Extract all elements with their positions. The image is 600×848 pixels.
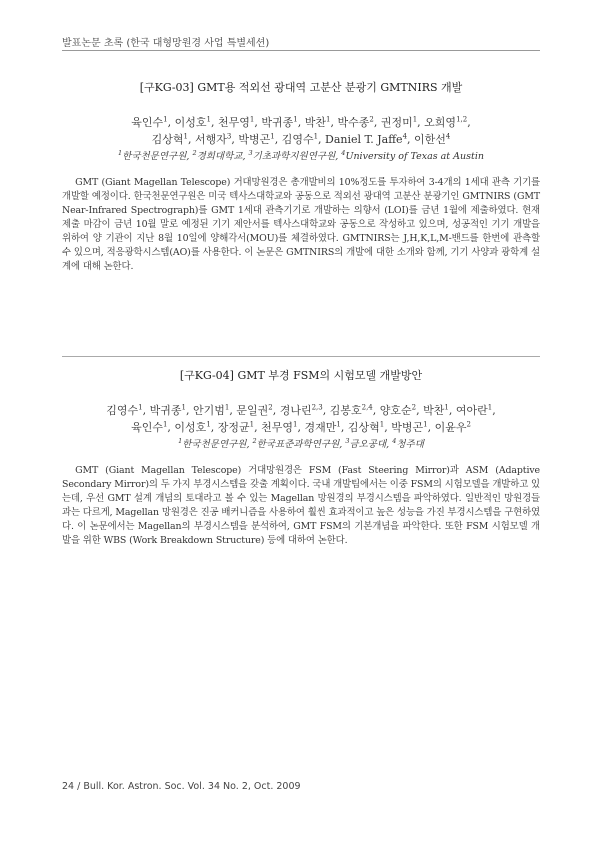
author-name: 박병곤 [391, 421, 424, 434]
author-name: 박수종 [337, 116, 370, 129]
author-affiliation-mark: 1 [181, 403, 186, 412]
author-affiliation-mark: 1 [336, 420, 341, 429]
author-name: 천무영 [218, 116, 250, 129]
affiliation-list: $^1$한국천문연구원, $^2$경희대학교, $^3$기초과학지원연구원, $^4$University of Texas at Austin [118, 148, 484, 162]
affiliation-name: University of Texas at Austin [345, 151, 484, 162]
author-name: 박귀종 [261, 116, 294, 129]
author-name: 박찬 [423, 404, 445, 417]
author-affiliation-mark: 1 [487, 403, 493, 412]
author-name: 김상혁 [347, 421, 380, 434]
author-affiliation-mark: 1 [270, 132, 275, 141]
author-affiliation-mark: 2 [411, 403, 417, 412]
author-name: 경재만 [304, 421, 337, 434]
author-affiliation-mark: 2 [466, 420, 471, 429]
author-affiliation-mark: 1 [162, 420, 168, 429]
author-affiliation-mark: 1 [325, 115, 331, 124]
author-affiliation-mark: 1 [163, 115, 168, 124]
author-name: 천무영 [261, 421, 294, 434]
author-line: 육인수$^1$, 이성호$^1$, 장정균$^1$, 천무영$^1$, 경재만$^1$, 김상혁$^1$, 박병곤$^1$, 이윤우$^2$ [131, 420, 471, 434]
affiliation-name: 한국천문연구원 [122, 151, 187, 162]
affiliation-name: 기초과학지원연구원 [252, 151, 336, 162]
author-affiliation-mark: 1 [138, 403, 143, 412]
author-affiliation-mark: 1 [293, 115, 298, 124]
abstract-body: GMT (Giant Magellan Telescope) 거대망원경은 FSM (Fast Steering Mirror)과 ASM (Adaptive Secondary Mirror)의 두 가지 부경시스템을 갖출 계획이다. 국내 개발팀에서는 이중 FSM의 시험모델을 개발하고 있는데, 우선 GMT 설계 개념의 토대라고 볼 수 있는 Magellan 망원경의 부경시스템을 파악하였다. 일반적인 망원경들과는 다르게, Magellan 망원경은 진공 배커니즘을 사용하여 훨씬 효과적이고 높은 성능을 가진 부경시스템을 구현하였다. 이 논문에서는 Magellan의 부경시스템을 분석하여, GMT FSM의 기본개념을 파악한다. 또한 FSM 시험모델 개발을 위한 WBS (Work Breakdown Structure) 등에 대하여 논한다. [62, 465, 540, 546]
author-line: 육인수$^1$, 이성호$^1$, 천무영$^1$, 박귀종$^1$, 박찬$^1$, 박수종$^2$, 권정미$^1$, 오희영$^{1,2}$, [131, 115, 471, 129]
author-affiliation-mark: 2 [268, 403, 273, 412]
author-affiliation-mark: 1 [206, 420, 211, 429]
author-affiliation-mark: 2,4 [361, 403, 373, 412]
section-rule [62, 356, 540, 357]
affiliation-number: 1 [118, 148, 123, 157]
author-affiliation-mark: 1 [224, 403, 230, 412]
affiliation-name: 금오공대 [349, 439, 387, 450]
author-name: 이윤우 [434, 421, 467, 434]
author-name: 여아란 [455, 404, 488, 417]
abstract-body: GMT (Giant Magellan Telescope) 거대망원경은 총개발비의 10%정도를 투자하여 3-4개의 1세대 관측 기기를 개발할 예정이다. 한국천문연구원은 미국 텍사스대학교와 공동으로 적외선 광대역 고분산 분광기인 GMTNIRS (GMT Near-Infrared Spectrograph)를 GMT 1세대 관측기기로 개발하는 의향서 (LOI)를 금년 1월에 제출하였다. 현재 제출 마감이 금년 10월 말로 예정된 기기 제안서를 텍사스대학교와 공동으로 작성하고 있으며, 성공적인 기기 개발을 위하여 양 기관이 지난 8월 10일에 양해각서(MOU)를 체결하였다. GMTNIRS는 J,H,K,L,M-밴드를 한번에 관측할 수 있으며, 적응광학시스템(AO)를 사용한다. 이 논문은 GMTNIRS의 개발에 대한 소개와 함께, 기기 사양과 광학계 설계에 대해 논한다. [62, 177, 540, 272]
author-affiliation-mark: 2 [369, 115, 374, 124]
author-name: 육인수 [131, 116, 164, 129]
affiliation-number: 4 [341, 148, 346, 157]
author-name: 이성호 [174, 421, 207, 434]
author-list [62, 402, 540, 436]
page-footer: 24 / Bull. Kor. Astron. Soc. Vol. 34 No. 2, Oct. 2009 [62, 781, 301, 792]
abstract-kg03 [62, 80, 540, 274]
author-name: 박귀종 [149, 404, 182, 417]
author-name: 오희영 [424, 116, 457, 129]
author-name: 김영수 [281, 133, 314, 146]
author-name: 서행자 [194, 133, 227, 146]
affiliation-number: 4 [392, 436, 397, 445]
author-name: 장정균 [217, 421, 250, 434]
author-list [62, 114, 540, 148]
affiliation-number: 3 [345, 436, 350, 445]
author-name: 김상혁 [151, 133, 184, 146]
running-head: 발표논문 초록 (한국 대형망원경 사업 특별세션) [62, 38, 270, 49]
author-name: 경나린 [279, 404, 312, 417]
author-name: 이성호 [174, 116, 207, 129]
author-affiliation-mark: 1 [293, 420, 298, 429]
author-line: 김영수$^1$, 박귀종$^1$, 안기범$^1$, 문일권$^2$, 경나린$^{2,3}$, 김봉호$^{2,4}$, 양호순$^2$, 박찬$^1$, 여아란$^1$, [106, 403, 496, 417]
author-affiliation-mark: 1,2 [456, 115, 468, 124]
affiliation-number: 2 [252, 436, 257, 445]
author-name: 권정미 [380, 116, 413, 129]
author-name: 이한선 [414, 133, 446, 146]
author-affiliation-mark: 1 [444, 403, 449, 412]
affiliation-name: 한국표준과학연구원 [256, 439, 340, 450]
author-affiliation-mark: 1 [249, 115, 255, 124]
header-rule [62, 50, 540, 51]
affiliation-number: 2 [192, 148, 197, 157]
author-name: 김봉호 [329, 404, 362, 417]
affiliation-number: 3 [248, 148, 253, 157]
author-name: 문일권 [236, 404, 269, 417]
author-affiliation-mark: 1 [249, 420, 255, 429]
author-name: Daniel T. Jaffe [325, 133, 403, 146]
author-name: 박찬 [304, 116, 326, 129]
author-affiliation-mark: 1 [423, 420, 428, 429]
author-name: 김영수 [106, 404, 139, 417]
affiliation-list: $^1$한국천문연구원, $^2$한국표준과학연구원, $^3$금오공대, $^4$청주대 [178, 436, 424, 450]
author-affiliation-mark: 1 [379, 420, 385, 429]
author-affiliation-mark: 1 [412, 115, 418, 124]
abstract-title: [구KG-04] GMT 부경 FSM의 시험모델 개발방안 [179, 369, 423, 382]
author-affiliation-mark: 2,3 [311, 403, 323, 412]
author-affiliation-mark: 3 [226, 132, 232, 141]
author-affiliation-mark: 1 [313, 132, 319, 141]
abstract-kg04 [62, 368, 540, 548]
affiliation-name: 경희대학교 [196, 151, 243, 162]
author-name: 육인수 [131, 421, 163, 434]
abstract-title: [구KG-03] GMT용 적외선 광대역 고분산 분광기 GMTNIRS 개발 [139, 81, 463, 94]
author-affiliation-mark: 1 [206, 115, 211, 124]
author-affiliation-mark: 4 [445, 132, 451, 141]
affiliation-name: 청주대 [396, 439, 424, 450]
author-name: 양호순 [379, 404, 412, 417]
affiliation-number: 1 [178, 436, 183, 445]
author-line: 김상혁$^1$, 서행자$^3$, 박병곤$^1$, 김영수$^1$, Daniel T. Jaffe$^4$, 이한선$^4$ [151, 132, 451, 146]
author-affiliation-mark: 1 [183, 132, 188, 141]
affiliation-name: 한국천문연구원 [182, 439, 247, 450]
author-name: 안기범 [192, 404, 225, 417]
author-name: 박병곤 [238, 133, 271, 146]
author-affiliation-mark: 4 [402, 132, 408, 141]
